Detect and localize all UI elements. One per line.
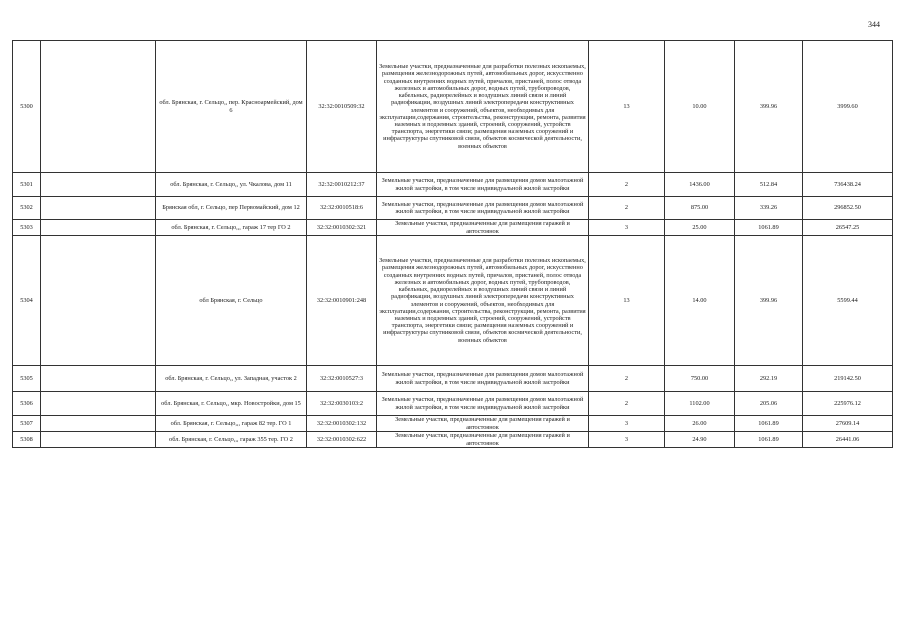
empty-cell <box>41 416 156 432</box>
area-cell: 24.90 <box>665 432 735 448</box>
use-group-cell: 2 <box>589 392 665 416</box>
land-use-cell: Земельные участки, предназначенные для размещения гаражей и автостоянок <box>377 220 589 236</box>
rate-cell: 1061.89 <box>735 220 803 236</box>
use-group-cell: 3 <box>589 220 665 236</box>
area-cell: 1102.00 <box>665 392 735 416</box>
cadastral-number-cell: 32:32:0010527:3 <box>307 366 377 392</box>
cadastral-value-cell: 26441.06 <box>803 432 893 448</box>
row-number: 5301 <box>13 173 41 197</box>
cadastral-value-cell: 296852.50 <box>803 197 893 220</box>
empty-cell <box>41 366 156 392</box>
empty-cell <box>41 173 156 197</box>
address-cell: обл. Брянская, г. Сельцо,, пер. Красноармейский, дом 6 <box>156 41 307 173</box>
table-row <box>13 392 893 416</box>
cadastral-number-cell: 32:32:0010212:37 <box>307 173 377 197</box>
row-number: 5305 <box>13 366 41 392</box>
empty-cell <box>41 392 156 416</box>
address-cell: обл. Брянская, г. Сельцо,,, гараж 82 тер. ГО 1 <box>156 416 307 432</box>
address-cell: обл. Брянская, г. Сельцо,, ул. Западная, участок 2 <box>156 366 307 392</box>
row-number: 5308 <box>13 432 41 448</box>
address-cell: обл. Брянская, г. Сельцо,,, гараж 355 тер. ГО 2 <box>156 432 307 448</box>
address-cell: обл. Брянская, г. Сельцо,,, гараж 17 тер ГО 2 <box>156 220 307 236</box>
row-number: 5303 <box>13 220 41 236</box>
rate-cell: 205.06 <box>735 392 803 416</box>
land-use-cell: Земельные участки, предназначенные для размещения домов малоэтажной жилой застройки, в том числе индивидуальной жилой застройки <box>377 366 589 392</box>
rate-cell: 512.84 <box>735 173 803 197</box>
cadastral-number-cell: 32:32:0010509:32 <box>307 41 377 173</box>
land-use-cell: Земельные участки, предназначенные для разработки полезных ископаемых, размещения железнодорожных путей, автомобильных дорог, искусственно созданных внутренних водных путей, причалов, пристаней, полос отвода железных и автомобильных дорог, водных путей, трубопроводов, кабельных, радиорелейных и воздушных линий связи и линий радиофикации, воздушных линий электропередачи конструктивных элементов и сооружений, объектов, необходимых для эксплуатации,содержания, строительства, реконструкции, ремонта, развития наземных и подземных зданий, строений, сооружений, устройств транспорта, энергетики связи; размещения наземных сооружений и инфраструктуры спутниковой связи, объектов космической деятельности, военных объектов <box>377 236 589 366</box>
rate-cell: 399.96 <box>735 41 803 173</box>
area-cell: 14.00 <box>665 236 735 366</box>
empty-cell <box>41 236 156 366</box>
land-use-cell: Земельные участки, предназначенные для разработки полезных ископаемых, размещения железнодорожных путей, автомобильных дорог, искусственно созданных внутренних водных путей, причалов, пристаней, полос отвода железных и автомобильных дорог, водных путей, трубопроводов, кабельных, радиорелейных и воздушных линий связи и линий радиофикации, воздушных линий электропередачи конструктивных элементов и сооружений, объектов, необходимых для эксплуатации,содержания, строительства, реконструкции, ремонта, развития наземных и подземных зданий, строений, сооружений, устройств транспорта, энергетики связи; размещения наземных сооружений и инфраструктуры спутниковой связи, объектов космической деятельности, военных объектов <box>377 41 589 173</box>
use-group-cell: 2 <box>589 173 665 197</box>
table-row <box>13 173 893 197</box>
row-number: 5304 <box>13 236 41 366</box>
area-cell: 10.00 <box>665 41 735 173</box>
area-cell: 1436.00 <box>665 173 735 197</box>
land-use-cell: Земельные участки, предназначенные для размещения домов малоэтажной жилой застройки, в том числе индивидуальной жилой застройки <box>377 392 589 416</box>
land-registry-table <box>12 40 893 448</box>
rate-cell: 1061.89 <box>735 416 803 432</box>
area-cell: 875.00 <box>665 197 735 220</box>
cadastral-number-cell: 32:32:0010302:622 <box>307 432 377 448</box>
area-cell: 25.00 <box>665 220 735 236</box>
cadastral-value-cell: 27609.14 <box>803 416 893 432</box>
table-row <box>13 41 893 173</box>
address-cell: обл. Брянская, г. Сельцо,, мкр. Новостройки, дом 15 <box>156 392 307 416</box>
use-group-cell: 2 <box>589 197 665 220</box>
land-use-cell: Земельные участки, предназначенные для размещения домов малоэтажной жилой застройки, в том числе индивидуальной жилой застройки <box>377 173 589 197</box>
table-row <box>13 432 893 448</box>
cadastral-value-cell: 26547.25 <box>803 220 893 236</box>
table-row <box>13 197 893 220</box>
table-row <box>13 220 893 236</box>
empty-cell <box>41 197 156 220</box>
cadastral-number-cell: 32:32:0010302:132 <box>307 416 377 432</box>
rate-cell: 399.96 <box>735 236 803 366</box>
land-use-cell: Земельные участки, предназначенные для размещения домов малоэтажной жилой застройки, в том числе индивидуальной жилой застройки <box>377 197 589 220</box>
use-group-cell: 2 <box>589 366 665 392</box>
table-row <box>13 416 893 432</box>
address-cell: обл. Брянская, г. Сельцо,, ул. Чкалова, дом 11 <box>156 173 307 197</box>
empty-cell <box>41 41 156 173</box>
cadastral-number-cell: 32:32:0030103:2 <box>307 392 377 416</box>
cadastral-number-cell: 32:32:0010901:248 <box>307 236 377 366</box>
address-cell: Брянская обл, г. Сельцо, пер Первомайский, дом 12 <box>156 197 307 220</box>
cadastral-value-cell: 736438.24 <box>803 173 893 197</box>
empty-cell <box>41 432 156 448</box>
use-group-cell: 3 <box>589 432 665 448</box>
row-number: 5307 <box>13 416 41 432</box>
cadastral-value-cell: 3999.60 <box>803 41 893 173</box>
cadastral-value-cell: 219142.50 <box>803 366 893 392</box>
table-row <box>13 366 893 392</box>
row-number: 5302 <box>13 197 41 220</box>
cadastral-number-cell: 32:32:0010518:6 <box>307 197 377 220</box>
land-use-cell: Земельные участки, предназначенные для размещения гаражей и автостоянок <box>377 432 589 448</box>
use-group-cell: 13 <box>589 41 665 173</box>
cadastral-value-cell: 225976.12 <box>803 392 893 416</box>
cadastral-value-cell: 5599.44 <box>803 236 893 366</box>
area-cell: 750.00 <box>665 366 735 392</box>
cadastral-number-cell: 32:32:0010302:321 <box>307 220 377 236</box>
use-group-cell: 13 <box>589 236 665 366</box>
row-number: 5300 <box>13 41 41 173</box>
rate-cell: 292.19 <box>735 366 803 392</box>
area-cell: 26.00 <box>665 416 735 432</box>
land-use-cell: Земельные участки, предназначенные для размещения гаражей и автостоянок <box>377 416 589 432</box>
rate-cell: 1061.89 <box>735 432 803 448</box>
page-number: 344 <box>868 20 880 29</box>
empty-cell <box>41 220 156 236</box>
row-number: 5306 <box>13 392 41 416</box>
address-cell: обл Брянская, г. Сельцо <box>156 236 307 366</box>
table-row <box>13 236 893 366</box>
rate-cell: 339.26 <box>735 197 803 220</box>
use-group-cell: 3 <box>589 416 665 432</box>
